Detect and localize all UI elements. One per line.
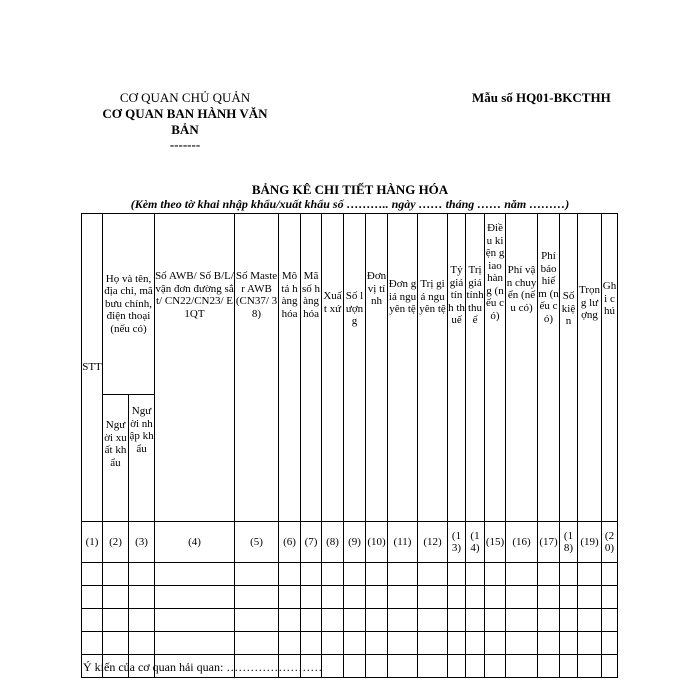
table-cell bbox=[448, 632, 466, 655]
column-number: (20) bbox=[602, 522, 618, 563]
table-cell bbox=[388, 609, 418, 632]
table-cell bbox=[344, 609, 366, 632]
table-cell bbox=[322, 632, 344, 655]
table-cell bbox=[344, 655, 366, 678]
table-cell bbox=[560, 586, 578, 609]
table-cell bbox=[388, 632, 418, 655]
table-cell bbox=[485, 563, 506, 586]
column-number: (4) bbox=[155, 522, 235, 563]
table-cell bbox=[418, 563, 448, 586]
table-cell bbox=[129, 586, 155, 609]
column-header: Trị giá nguyên tệ bbox=[418, 214, 448, 522]
column-header: Phí vận chuyển (nếu có) bbox=[506, 214, 538, 522]
table-cell bbox=[129, 632, 155, 655]
column-number: (18) bbox=[560, 522, 578, 563]
column-header: Tỷ giá tính thuế bbox=[448, 214, 466, 522]
column-number: (6) bbox=[279, 522, 301, 563]
agency-block bbox=[90, 90, 280, 152]
table-cell bbox=[322, 655, 344, 678]
table-cell bbox=[366, 609, 388, 632]
column-header: Mô tả hàng hóa bbox=[279, 214, 301, 522]
table-cell bbox=[538, 609, 560, 632]
column-number: (16) bbox=[506, 522, 538, 563]
table-cell bbox=[578, 563, 602, 586]
table-cell bbox=[506, 586, 538, 609]
table-cell bbox=[466, 609, 485, 632]
table-cell bbox=[344, 586, 366, 609]
table-cell bbox=[103, 632, 129, 655]
table-cell bbox=[82, 586, 103, 609]
column-header: Xuất xứ bbox=[322, 214, 344, 522]
column-header: STT bbox=[82, 214, 103, 522]
goods-detail-table bbox=[81, 213, 618, 678]
table-cell bbox=[418, 655, 448, 678]
column-header: Điều kiện giao hàng (nếu có) bbox=[485, 214, 506, 522]
column-header: Số AWB/ Số B/L/ vận đơn đường sắt/ CN22/CN23/ E1QT bbox=[155, 214, 235, 522]
table-cell bbox=[602, 586, 618, 609]
table-cell bbox=[344, 563, 366, 586]
table-cell bbox=[485, 586, 506, 609]
table-cell bbox=[235, 563, 279, 586]
table-cell bbox=[279, 586, 301, 609]
column-number: (9) bbox=[344, 522, 366, 563]
table-cell bbox=[602, 655, 618, 678]
table-row bbox=[82, 563, 618, 586]
column-number: (12) bbox=[418, 522, 448, 563]
table-cell bbox=[322, 609, 344, 632]
table-cell bbox=[578, 586, 602, 609]
table-cell bbox=[301, 563, 322, 586]
table-cell bbox=[279, 632, 301, 655]
table-cell bbox=[344, 632, 366, 655]
table-cell bbox=[506, 632, 538, 655]
table-cell bbox=[103, 609, 129, 632]
table-cell bbox=[578, 609, 602, 632]
column-number: (8) bbox=[322, 522, 344, 563]
table-cell bbox=[235, 586, 279, 609]
table-cell bbox=[301, 609, 322, 632]
column-number: (7) bbox=[301, 522, 322, 563]
table-cell bbox=[322, 563, 344, 586]
table-cell bbox=[538, 563, 560, 586]
table-cell bbox=[538, 655, 560, 678]
table-cell bbox=[82, 632, 103, 655]
table-cell bbox=[129, 609, 155, 632]
table-cell bbox=[560, 609, 578, 632]
table-cell bbox=[506, 609, 538, 632]
table-cell bbox=[485, 609, 506, 632]
table-cell bbox=[129, 563, 155, 586]
column-header: Ghi chú bbox=[602, 214, 618, 522]
table-cell bbox=[82, 563, 103, 586]
table-cell bbox=[388, 655, 418, 678]
table-cell bbox=[388, 586, 418, 609]
column-number: (5) bbox=[235, 522, 279, 563]
table-cell bbox=[485, 632, 506, 655]
column-number: (13) bbox=[448, 522, 466, 563]
table-cell bbox=[602, 609, 618, 632]
column-number: (3) bbox=[129, 522, 155, 563]
table-cell bbox=[103, 586, 129, 609]
table-cell bbox=[506, 655, 538, 678]
column-number: (17) bbox=[538, 522, 560, 563]
table-row bbox=[82, 609, 618, 632]
column-number: (15) bbox=[485, 522, 506, 563]
form-number: Mẫu số HQ01-BKCTHH bbox=[472, 90, 611, 105]
column-header: Số lượng bbox=[344, 214, 366, 522]
table-cell bbox=[418, 609, 448, 632]
table-cell bbox=[485, 655, 506, 678]
table-cell bbox=[560, 563, 578, 586]
table-cell bbox=[418, 632, 448, 655]
table-cell bbox=[155, 586, 235, 609]
table-cell bbox=[466, 632, 485, 655]
table-cell bbox=[466, 586, 485, 609]
table-cell bbox=[103, 563, 129, 586]
table-cell bbox=[301, 586, 322, 609]
column-number: (14) bbox=[466, 522, 485, 563]
column-number: (2) bbox=[103, 522, 129, 563]
table-cell bbox=[279, 609, 301, 632]
table-cell bbox=[301, 632, 322, 655]
table-cell bbox=[538, 632, 560, 655]
table-cell bbox=[448, 563, 466, 586]
column-header: Mã số hàng hóa bbox=[301, 214, 322, 522]
table-cell bbox=[602, 632, 618, 655]
column-header: Số Master AWB (CN37/ 38) bbox=[235, 214, 279, 522]
issuing-agency: CƠ QUAN BAN HÀNH VĂN BẢN bbox=[102, 106, 268, 137]
column-number: (10) bbox=[366, 522, 388, 563]
table-cell bbox=[448, 586, 466, 609]
table-cell bbox=[322, 586, 344, 609]
table-cell bbox=[366, 655, 388, 678]
sub-column-exporter: Người xuất khẩu bbox=[103, 395, 129, 522]
table-cell bbox=[388, 563, 418, 586]
table-cell bbox=[466, 655, 485, 678]
table-cell bbox=[155, 632, 235, 655]
table-cell bbox=[560, 632, 578, 655]
agency-separator: ------- bbox=[169, 137, 201, 152]
table-cell bbox=[448, 609, 466, 632]
column-header: Số kiện bbox=[560, 214, 578, 522]
table-cell bbox=[418, 586, 448, 609]
document-subtitle: (Kèm theo tờ khai nhập khẩu/xuất khẩu số ……….. ngày …… tháng …… năm ………) bbox=[130, 197, 570, 211]
table-cell bbox=[279, 563, 301, 586]
column-header: Đơn giá nguyên tệ bbox=[388, 214, 418, 522]
table-cell bbox=[602, 563, 618, 586]
table-cell bbox=[235, 632, 279, 655]
table-cell bbox=[506, 563, 538, 586]
table-cell bbox=[235, 609, 279, 632]
table-cell bbox=[466, 563, 485, 586]
table-cell bbox=[366, 586, 388, 609]
table-row bbox=[82, 632, 618, 655]
document-title: BẢNG KÊ CHI TIẾT HÀNG HÓA bbox=[251, 182, 449, 197]
table-row bbox=[82, 586, 618, 609]
table-cell bbox=[82, 609, 103, 632]
column-header: Phí bảo hiểm (nếu có) bbox=[538, 214, 560, 522]
customs-opinion: Ý kiến của cơ quan hải quan: …………………… bbox=[83, 660, 323, 674]
table-cell bbox=[578, 632, 602, 655]
sub-column-importer: Người nhập khẩu bbox=[129, 395, 155, 522]
column-number: (19) bbox=[578, 522, 602, 563]
column-number-row bbox=[82, 522, 618, 563]
column-number: (11) bbox=[388, 522, 418, 563]
table-header-row bbox=[82, 214, 618, 395]
column-header: Đơn vị tính bbox=[366, 214, 388, 522]
parent-agency: CƠ QUAN CHỦ QUẢN bbox=[119, 90, 251, 105]
column-header: Trọng lượng bbox=[578, 214, 602, 522]
table-cell bbox=[366, 563, 388, 586]
table-cell bbox=[366, 632, 388, 655]
column-number: (1) bbox=[82, 522, 103, 563]
table-cell bbox=[538, 586, 560, 609]
table-cell bbox=[560, 655, 578, 678]
table-cell bbox=[155, 609, 235, 632]
column-header: Họ và tên, địa chỉ, mã bưu chính, điện thoại (nếu có) bbox=[103, 214, 155, 395]
table-cell bbox=[578, 655, 602, 678]
column-header: Trị giá tính thuế bbox=[466, 214, 485, 522]
table-cell bbox=[155, 563, 235, 586]
table-cell bbox=[448, 655, 466, 678]
